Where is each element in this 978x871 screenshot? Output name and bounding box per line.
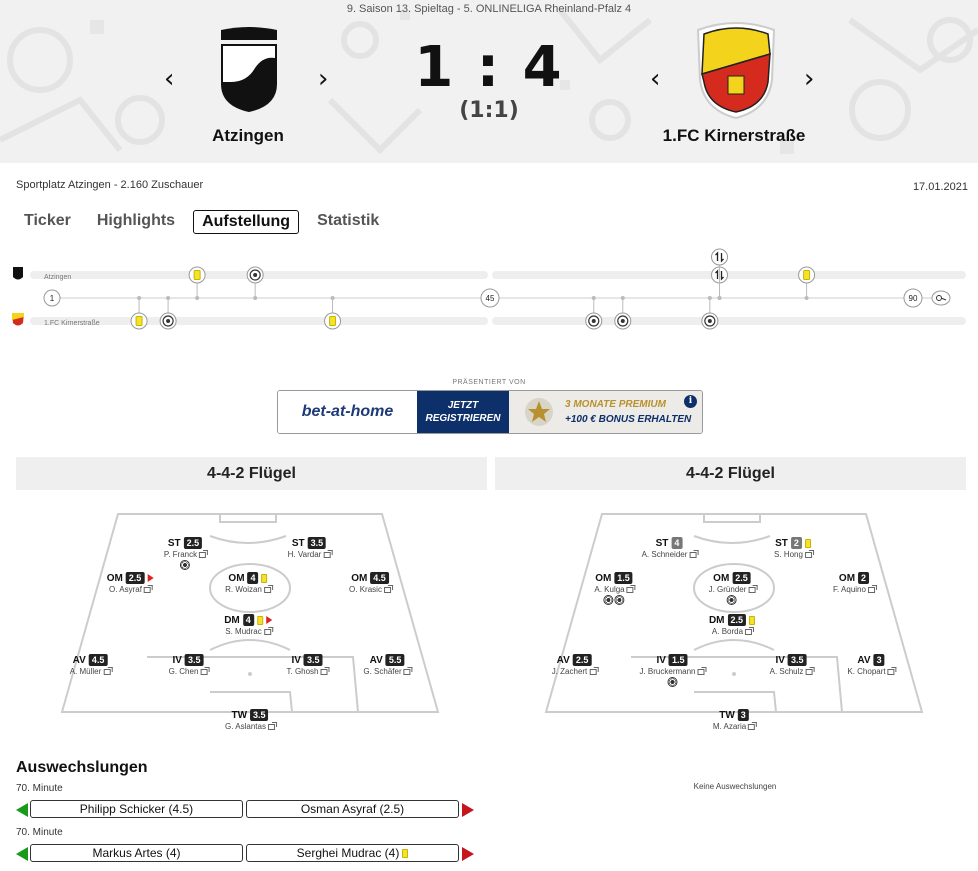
star-icon (523, 397, 555, 427)
player-position-row (349, 572, 391, 584)
player-position-row (713, 709, 755, 721)
external-link-icon[interactable] (144, 587, 151, 593)
player-position: AV (72, 654, 86, 666)
external-link-icon[interactable] (268, 724, 275, 730)
goal-ball-icon (667, 677, 677, 687)
substituted-out-icon (147, 574, 153, 582)
home-player[interactable] (70, 654, 111, 676)
player-name: A. Borda (711, 627, 744, 636)
player-name-row (552, 667, 597, 676)
external-link-icon[interactable] (264, 629, 271, 635)
home-team-name[interactable]: Atzingen (212, 126, 284, 145)
player-name: H. Vardar (287, 550, 322, 559)
player-grade-badge: 5.5 (386, 654, 405, 666)
player-position: OM (713, 572, 730, 584)
ad-promo-line2: +100 € BONUS ERHALTEN (565, 414, 692, 425)
ad-promo-line1: 3 MONATE PREMIUM (565, 399, 666, 410)
sub-out-player-name: Osman Asyraf (2.5) (300, 802, 405, 816)
home-player[interactable] (164, 537, 206, 570)
external-link-icon[interactable] (748, 724, 755, 730)
home-timeline-logo (13, 267, 23, 280)
sub-in-player-name: Markus Artes (4) (92, 846, 181, 860)
tab-highlights[interactable]: Highlights (96, 212, 176, 229)
player-grade-badge: 4.5 (370, 572, 389, 584)
goal-ball-icon (727, 595, 737, 605)
player-position-row (774, 537, 812, 549)
external-link-icon[interactable] (199, 552, 206, 558)
player-position: IV (656, 654, 666, 666)
yellow-card-icon (402, 849, 408, 858)
timeline-end-label: 90 (908, 294, 918, 303)
player-name: S. Hong (774, 550, 803, 559)
external-link-icon[interactable] (404, 669, 411, 675)
player-grade-badge: 3 (874, 654, 885, 666)
substituted-out-icon (266, 616, 272, 624)
timeline-start-label: 1 (49, 294, 55, 303)
external-link-icon[interactable] (589, 669, 596, 675)
player-grade-badge: 2 (791, 537, 802, 549)
player-name-row (70, 667, 111, 676)
player-name-row (169, 667, 208, 676)
player-name-row (286, 667, 327, 676)
player-position: ST (655, 537, 669, 549)
info-icon[interactable]: i (684, 395, 697, 408)
player-name: A. Kulga (594, 585, 625, 594)
away-player[interactable] (709, 614, 755, 636)
yellow-card-icon (805, 539, 811, 548)
player-position: DM (708, 614, 725, 626)
whistle-icon (932, 291, 950, 305)
player-position-row (70, 654, 111, 666)
player-name: J. Zachert (551, 667, 588, 676)
player-name-row (774, 550, 812, 559)
player-position: OM (228, 572, 245, 584)
player-name-row (642, 550, 697, 559)
yellow-card-icon (749, 616, 755, 625)
player-grade-badge: 2.5 (573, 654, 592, 666)
away-player[interactable] (639, 654, 704, 687)
player-name: T. Ghosh (286, 667, 319, 676)
player-position: DM (224, 614, 240, 626)
player-name-row (709, 627, 755, 636)
away-player[interactable] (833, 572, 875, 594)
goal-ball-icon (615, 595, 625, 605)
player-name-row (833, 585, 875, 594)
home-team-logo[interactable] (217, 26, 281, 114)
player-grade-badge: 3 (738, 709, 749, 721)
player-position: ST (291, 537, 305, 549)
away-next-arrow[interactable]: › (804, 64, 815, 94)
player-name-row (164, 550, 206, 559)
timeline-start-marker (44, 290, 60, 306)
venue-info: Sportplatz Atzingen - 2.160 Zuschauer (16, 179, 204, 191)
player-position: ST (167, 537, 181, 549)
external-link-icon[interactable] (805, 669, 812, 675)
player-position: TW (719, 709, 735, 721)
home-player[interactable] (286, 654, 327, 676)
external-link-icon[interactable] (321, 669, 328, 675)
player-position-row (225, 709, 275, 721)
player-name: A. Schneider (641, 550, 688, 559)
player-name-row (594, 585, 633, 594)
player-position-row (642, 537, 697, 549)
external-link-icon[interactable] (805, 552, 812, 558)
home-timeline-label: Atzingen (44, 274, 72, 281)
player-grade-badge: 2.5 (732, 572, 751, 584)
player-goals (639, 677, 704, 687)
home-next-arrow[interactable]: › (318, 64, 329, 94)
player-position-row (639, 654, 704, 666)
timeline-event-dot (195, 296, 199, 300)
substitution-row (16, 800, 474, 819)
player-name: R. Woizan (225, 585, 262, 594)
player-name: O. Krasic (349, 585, 382, 594)
away-event-yellow-card-icon[interactable] (131, 313, 147, 329)
goal-ball-icon (604, 595, 614, 605)
player-grade-badge: 1.5 (614, 572, 633, 584)
player-position-row (224, 614, 272, 626)
player-grade-badge: 3.5 (308, 537, 327, 549)
player-position-row (770, 654, 813, 666)
player-position-row (286, 654, 327, 666)
player-name: J. Bruckermann (639, 667, 696, 676)
player-name: K. Chopart (847, 667, 886, 676)
away-player[interactable] (713, 709, 755, 731)
sub-out-player[interactable] (246, 800, 459, 818)
away-player[interactable] (642, 537, 697, 559)
home-player[interactable] (288, 537, 331, 559)
player-grade-badge: 3.5 (185, 654, 204, 666)
home-player[interactable] (169, 654, 208, 676)
goal-ball-icon (180, 560, 190, 570)
substitution-row (16, 844, 474, 863)
player-name-row (713, 722, 755, 731)
player-name-row (770, 667, 813, 676)
external-link-icon[interactable] (698, 669, 705, 675)
ad-label: PRÄSENTIERT VON (452, 379, 526, 386)
player-name-row (107, 585, 154, 594)
external-link-icon[interactable] (103, 669, 110, 675)
player-position-row (225, 572, 271, 584)
tab-bar (16, 210, 397, 234)
home-event-yellow-card-icon[interactable] (799, 267, 815, 283)
player-position: OM (838, 572, 856, 584)
player-position: IV (172, 654, 182, 666)
player-position-row (107, 572, 154, 584)
player-name: G. Chen (168, 667, 199, 676)
player-position: ST (775, 537, 788, 549)
timeline-event-dot (166, 296, 170, 300)
player-name-row (288, 550, 331, 559)
match-info: 9. Saison 13. Spieltag - 5. ONLINELIGA Rheinland-Pfalz 4 (346, 3, 632, 15)
player-position-row (594, 572, 633, 584)
away-formation-header: 4-4-2 Flügel (495, 457, 966, 490)
player-position-row (164, 537, 206, 549)
away-player[interactable] (594, 572, 633, 605)
player-name-row (639, 667, 704, 676)
home-player[interactable] (363, 654, 410, 676)
away-team-name[interactable]: 1.FC Kirnerstraße (662, 126, 806, 145)
player-position-row (552, 654, 597, 666)
home-player[interactable] (349, 572, 391, 594)
player-name: F. Aquino (833, 585, 866, 594)
player-position-row (833, 572, 875, 584)
timeline-end-marker (904, 289, 922, 307)
home-player[interactable] (225, 709, 275, 731)
halftime-score: (1:1) (459, 98, 519, 123)
player-grade-badge: 2.5 (126, 572, 145, 584)
player-grade-badge: 4 (248, 572, 259, 584)
player-grade-badge: 3.5 (250, 709, 269, 721)
player-position-row (169, 654, 208, 666)
home-player[interactable] (224, 614, 272, 636)
player-position: AV (369, 654, 383, 666)
player-name-row (225, 722, 275, 731)
tab-statistik[interactable]: Statistik (317, 212, 380, 229)
player-goals (164, 560, 206, 570)
player-grade-badge: 4 (243, 614, 254, 626)
away-player[interactable] (552, 654, 597, 676)
home-event-yellow-card-icon[interactable] (189, 267, 205, 283)
tab-aufstellung[interactable]: Aufstellung (193, 210, 299, 234)
player-grade-badge: 4 (671, 537, 682, 549)
timeline-event-dot (805, 296, 809, 300)
player-name: O. Asyraf (109, 585, 142, 594)
yellow-card-icon (257, 616, 263, 625)
player-name: M. Azaria (712, 722, 747, 731)
away-no-substitutions: Keine Auswechslungen (693, 782, 777, 791)
player-name: J. Gründer (708, 585, 747, 594)
external-link-icon[interactable] (323, 552, 330, 558)
external-link-icon[interactable] (200, 669, 207, 675)
player-name: A. Schulz (769, 667, 804, 676)
away-timeline-label: 1.FC Kirnerstraße (44, 320, 100, 327)
external-link-icon[interactable] (384, 587, 391, 593)
tab-ticker[interactable]: Ticker (24, 212, 71, 229)
match-header (0, 0, 978, 163)
away-event-goal-icon[interactable] (615, 313, 631, 329)
timeline-event-dot (253, 296, 257, 300)
player-name: P. Franck (163, 550, 198, 559)
player-name-row (847, 667, 894, 676)
sub-out-arrow-icon (462, 803, 474, 817)
player-position-row (847, 654, 894, 666)
player-grade-badge: 3.5 (788, 654, 807, 666)
ad-register-button[interactable] (417, 391, 509, 433)
away-event-goal-icon[interactable] (702, 313, 718, 329)
player-position-row (709, 572, 756, 584)
ad-promo (509, 391, 702, 433)
timeline-event-dot (331, 296, 335, 300)
external-link-icon[interactable] (264, 587, 271, 593)
away-prev-arrow[interactable]: ‹ (650, 64, 661, 94)
away-timeline-logo (12, 313, 24, 326)
away-player[interactable] (709, 572, 756, 605)
sub-in-player-name: Philipp Schicker (4.5) (79, 802, 194, 816)
sub-in-player[interactable] (30, 844, 243, 862)
player-position: TW (231, 709, 248, 721)
player-name: S. Mudrac (225, 627, 262, 636)
player-grade-badge: 3.5 (304, 654, 323, 666)
player-name-row (225, 585, 271, 594)
player-name: A. Müller (69, 667, 102, 676)
away-player[interactable] (847, 654, 894, 676)
timeline-event-dot (592, 296, 596, 300)
player-goals (709, 595, 756, 605)
sub-in-arrow-icon (16, 803, 28, 817)
sub-minute: 70. Minute (16, 827, 63, 838)
timeline-event-dot (621, 296, 625, 300)
timeline-event-dot (718, 296, 722, 300)
home-timeline-track-second-half (492, 271, 966, 279)
away-player[interactable] (770, 654, 813, 676)
sub-out-player[interactable] (246, 844, 459, 862)
away-player[interactable] (774, 537, 812, 559)
player-position: AV (857, 654, 871, 666)
player-position: IV (775, 654, 785, 666)
player-name-row (349, 585, 391, 594)
home-prev-arrow[interactable]: ‹ (164, 64, 175, 94)
away-event-goal-icon[interactable] (160, 313, 176, 329)
external-link-icon[interactable] (627, 587, 634, 593)
player-grade-badge: 2.5 (728, 614, 747, 626)
player-name: G. Aslantas (225, 722, 266, 731)
score: 1 : 4 (414, 35, 564, 100)
sub-out-arrow-icon (462, 847, 474, 861)
home-player[interactable] (225, 572, 271, 594)
timeline-event-dot (137, 296, 141, 300)
timeline-event-dot (708, 296, 712, 300)
timeline-half-label: 45 (485, 294, 495, 303)
home-player[interactable] (107, 572, 154, 594)
external-link-icon[interactable] (748, 587, 755, 593)
away-event-yellow-card-icon[interactable] (325, 313, 341, 329)
player-position: OM (595, 572, 612, 584)
yellow-card-icon (262, 574, 268, 583)
home-formation-header: 4-4-2 Flügel (16, 457, 487, 490)
match-timeline (0, 248, 978, 338)
ad-brand: bet-at-home (278, 391, 417, 433)
player-goals (594, 595, 633, 605)
player-position-row (288, 537, 331, 549)
away-timeline-track-second-half (492, 317, 966, 325)
timeline-half-marker (481, 289, 499, 307)
player-position: OM (351, 572, 368, 584)
ad-cta-line1: JETZT (447, 400, 479, 411)
away-team-logo[interactable] (688, 20, 784, 122)
sub-in-arrow-icon (16, 847, 28, 861)
sub-in-player[interactable] (30, 800, 243, 818)
player-position: IV (291, 654, 301, 666)
player-position-row (363, 654, 410, 666)
player-name-row (363, 667, 410, 676)
sub-minute: 70. Minute (16, 783, 63, 794)
substitutions-title: Auswechslungen (16, 759, 148, 776)
player-grade-badge: 4.5 (89, 654, 108, 666)
away-event-goal-icon[interactable] (586, 313, 602, 329)
external-link-icon[interactable] (888, 669, 895, 675)
match-date: 17.01.2021 (912, 181, 968, 193)
player-grade-badge: 2.5 (184, 537, 203, 549)
player-name: G. Schäfer (363, 667, 402, 676)
external-link-icon[interactable] (689, 552, 696, 558)
player-position: AV (556, 654, 570, 666)
player-position: OM (106, 572, 123, 584)
home-event-substitution-icon[interactable] (712, 249, 728, 265)
player-grade-badge: 1.5 (669, 654, 688, 666)
external-link-icon[interactable] (745, 629, 752, 635)
external-link-icon[interactable] (868, 587, 875, 593)
player-name-row (224, 627, 272, 636)
ad-cta-line2: REGISTRIEREN (425, 413, 501, 424)
player-name-row (709, 585, 756, 594)
player-grade-badge: 2 (858, 572, 869, 584)
advertisement-banner[interactable] (277, 390, 703, 434)
player-position-row (709, 614, 755, 626)
home-event-goal-icon[interactable] (247, 267, 263, 283)
sub-out-player-name: Serghei Mudrac (4) (296, 846, 400, 860)
